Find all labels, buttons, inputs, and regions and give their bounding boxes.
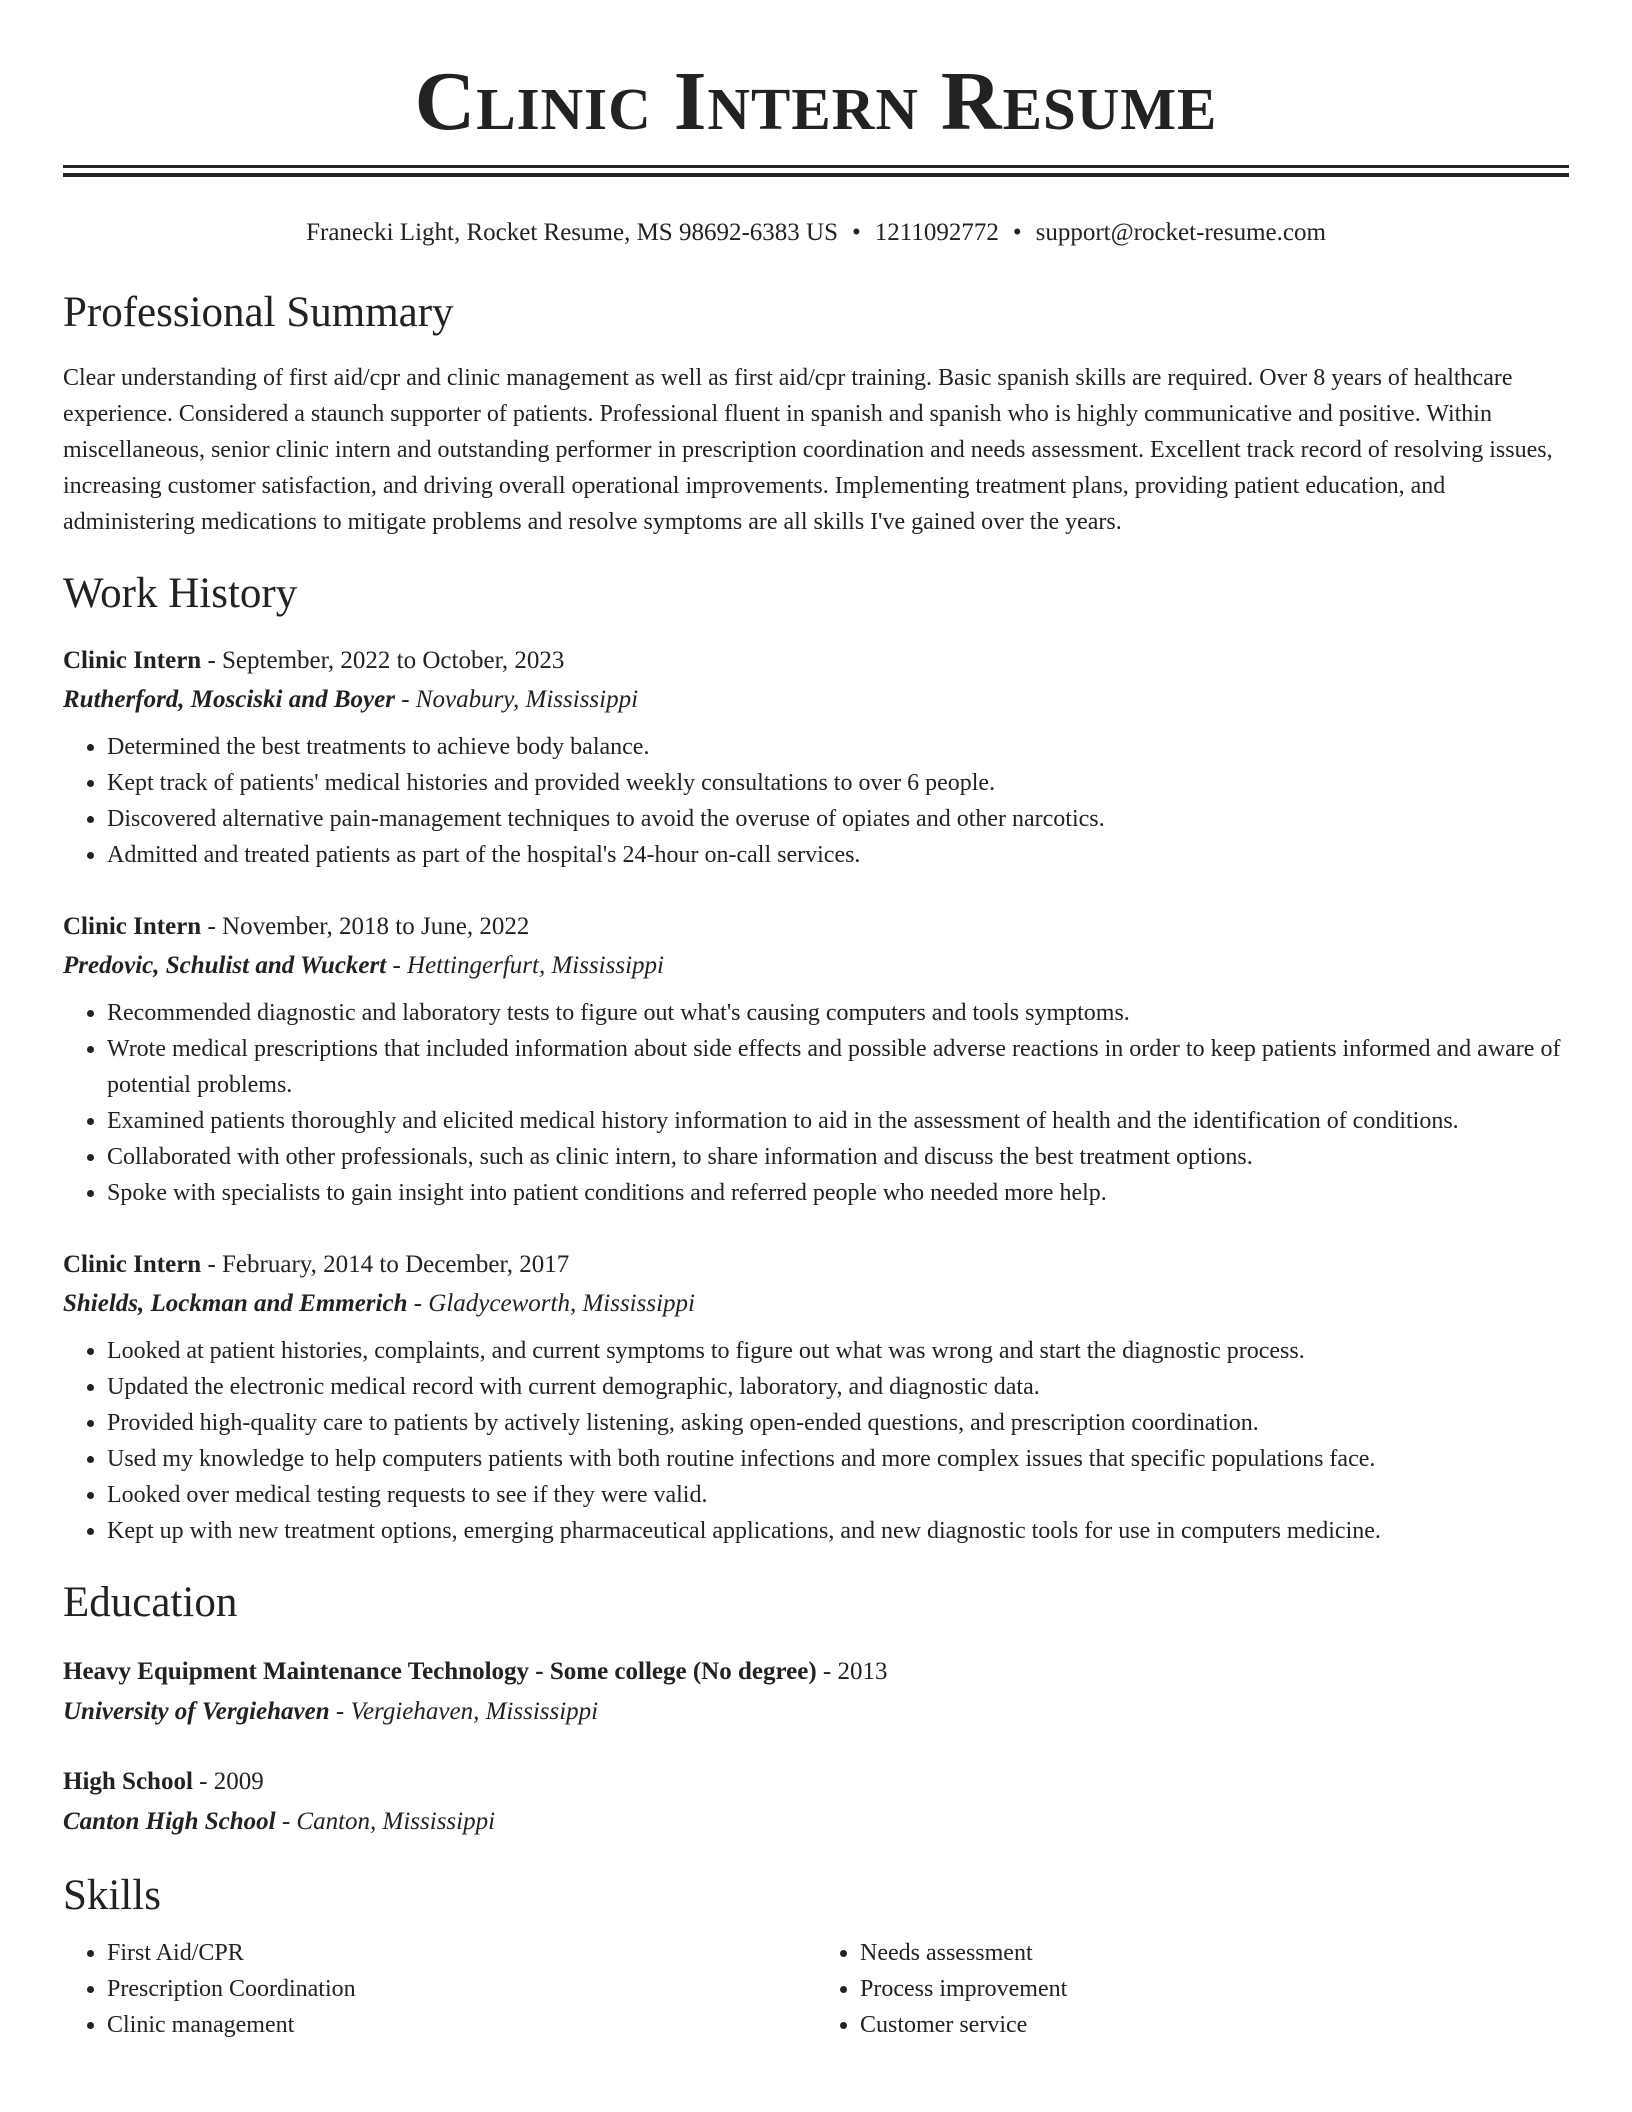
skill-item: • Needs assessment [860,1935,1569,1971]
skills-heading: Skills [63,1872,161,1919]
job-company-line [63,946,1569,985]
job-bullet: • Collaborated with other professionals, such as clinic intern, to share information and discuss the best treatment options. [107,1139,1569,1175]
job-location: - Hettingerfurt, Mississippi [386,952,664,979]
education-school: Canton High School [63,1808,276,1835]
job-title-line [63,1245,1569,1284]
job-title: Clinic Intern [63,913,202,940]
job-company: Rutherford, Mosciski and Boyer [63,686,395,713]
education-location: - Canton, Mississippi [275,1808,496,1835]
job-bullet: • Used my knowledge to help computers patients with both routine infections and more complex issues that specific populations face. [107,1441,1569,1477]
education-degree-line [63,1652,1569,1692]
job-bullet: • Looked at patient histories, complaints, and current symptoms to figure out what was wrong and start the diagnostic process. [107,1333,1569,1369]
job-bullet: • Admitted and treated patients as part of the hospital's 24-hour on-call services. [107,837,1569,873]
job-entry [63,907,1569,1211]
job-bullet: • Looked over medical testing requests to see if they were valid. [107,1477,1569,1513]
education-entry [63,1652,1569,1732]
job-company: Predovic, Schulist and Wuckert [63,952,387,979]
skills-column-left [63,1935,816,2043]
job-title-line [63,641,1569,680]
work-history-heading: Work History [63,570,298,617]
resume-title: Clinic Intern Resume [414,55,1218,148]
title-divider [63,165,1569,177]
skill-item: • Clinic management [107,2007,816,2043]
skills-column-right [816,1935,1569,2043]
education-school: University of Vergiehaven [63,1698,330,1725]
education-school-line [63,1692,1569,1732]
job-bullet: • Spoke with specialists to gain insight into patient conditions and referred people who needed more help. [107,1175,1569,1211]
education-degree: High School [63,1768,193,1795]
job-company: Shields, Lockman and Emmerich [63,1290,408,1317]
education-heading: Education [63,1579,238,1626]
education-year: - 2009 [192,1768,264,1795]
job-dates: - September, 2022 to October, 2023 [201,647,565,674]
job-location: - Gladyceworth, Mississippi [407,1290,695,1317]
education-degree-line [63,1762,1569,1802]
job-bullet: • Discovered alternative pain-management techniques to avoid the overuse of opiates and other narcotics. [107,801,1569,837]
job-bullet: • Recommended diagnostic and laboratory tests to figure out what's causing computers and tools symptoms. [107,995,1569,1031]
summary-text: Clear understanding of first aid/cpr and clinic management as well as first aid/cpr training. Basic spanish skills are required. Over 8 years of healthcare experience. Considered a staunch supporter of patients. Professional fluent in spanish and spanish who is highly communicative and positive. Within miscellaneous, senior clinic intern and outstanding performer in prescription coordination and needs assessment. Excellent track record of resolving issues, increasing customer satisfaction, and driving overall operational improvements. Implementing treatment plans, providing patient education, and administering medications to mitigate problems and resolve symptoms are all skills I've gained over the years. [63,365,1553,535]
skill-item: • Prescription Coordination [107,1971,816,2007]
contact-phone: 1211092772 [874,219,999,246]
skills-list [63,1935,1569,2043]
education-entry [63,1762,1569,1842]
education-location: - Vergiehaven, Mississippi [329,1698,599,1725]
education-school-line [63,1802,1569,1842]
contact-separator: • [1012,219,1022,246]
summary-heading: Professional Summary [63,289,454,336]
contact-separator: • [852,219,861,246]
education-year: - 2013 [816,1658,888,1685]
job-bullet: • Kept track of patients' medical histories and provided weekly consultations to over 6 people. [107,765,1569,801]
job-company-line [63,680,1569,719]
job-dates: - November, 2018 to June, 2022 [201,913,530,940]
job-bullet: • Wrote medical prescriptions that included information about side effects and possible adverse reactions in order to keep patients informed and aware of potential problems. [107,1031,1569,1103]
education-degree: Heavy Equipment Maintenance Technology - Some college (No degree) [63,1658,817,1685]
job-bullet: • Examined patients thoroughly and elicited medical history information to aid in the assessment of health and the identification of conditions. [107,1103,1569,1139]
job-bullets [63,995,1569,1211]
skill-item: • Process improvement [860,1971,1569,2007]
contact-line [63,213,1569,253]
skill-item: • First Aid/CPR [107,1935,816,1971]
contact-email: support@rocket-resume.com [1035,219,1326,246]
job-bullets [63,729,1569,873]
job-bullet: • Determined the best treatments to achieve body balance. [107,729,1569,765]
job-bullet: • Kept up with new treatment options, emerging pharmaceutical applications, and new diagnostic tools for use in computers medicine. [107,1513,1569,1549]
job-company-line [63,1284,1569,1323]
job-dates: - February, 2014 to December, 2017 [201,1251,570,1278]
job-entry [63,1245,1569,1549]
job-title-line [63,907,1569,946]
job-location: - Novabury, Mississippi [394,686,639,713]
job-title: Clinic Intern [63,647,202,674]
job-entry [63,641,1569,873]
job-title: Clinic Intern [63,1251,202,1278]
contact-address: Franecki Light, Rocket Resume, MS 98692-6383 US [306,219,838,246]
job-bullet: • Provided high-quality care to patients by actively listening, asking open-ended questions, and prescription coordination. [107,1405,1569,1441]
skill-item: • Customer service [860,2007,1569,2043]
job-bullets [63,1333,1569,1549]
job-bullet: • Updated the electronic medical record with current demographic, laboratory, and diagnostic data. [107,1369,1569,1405]
